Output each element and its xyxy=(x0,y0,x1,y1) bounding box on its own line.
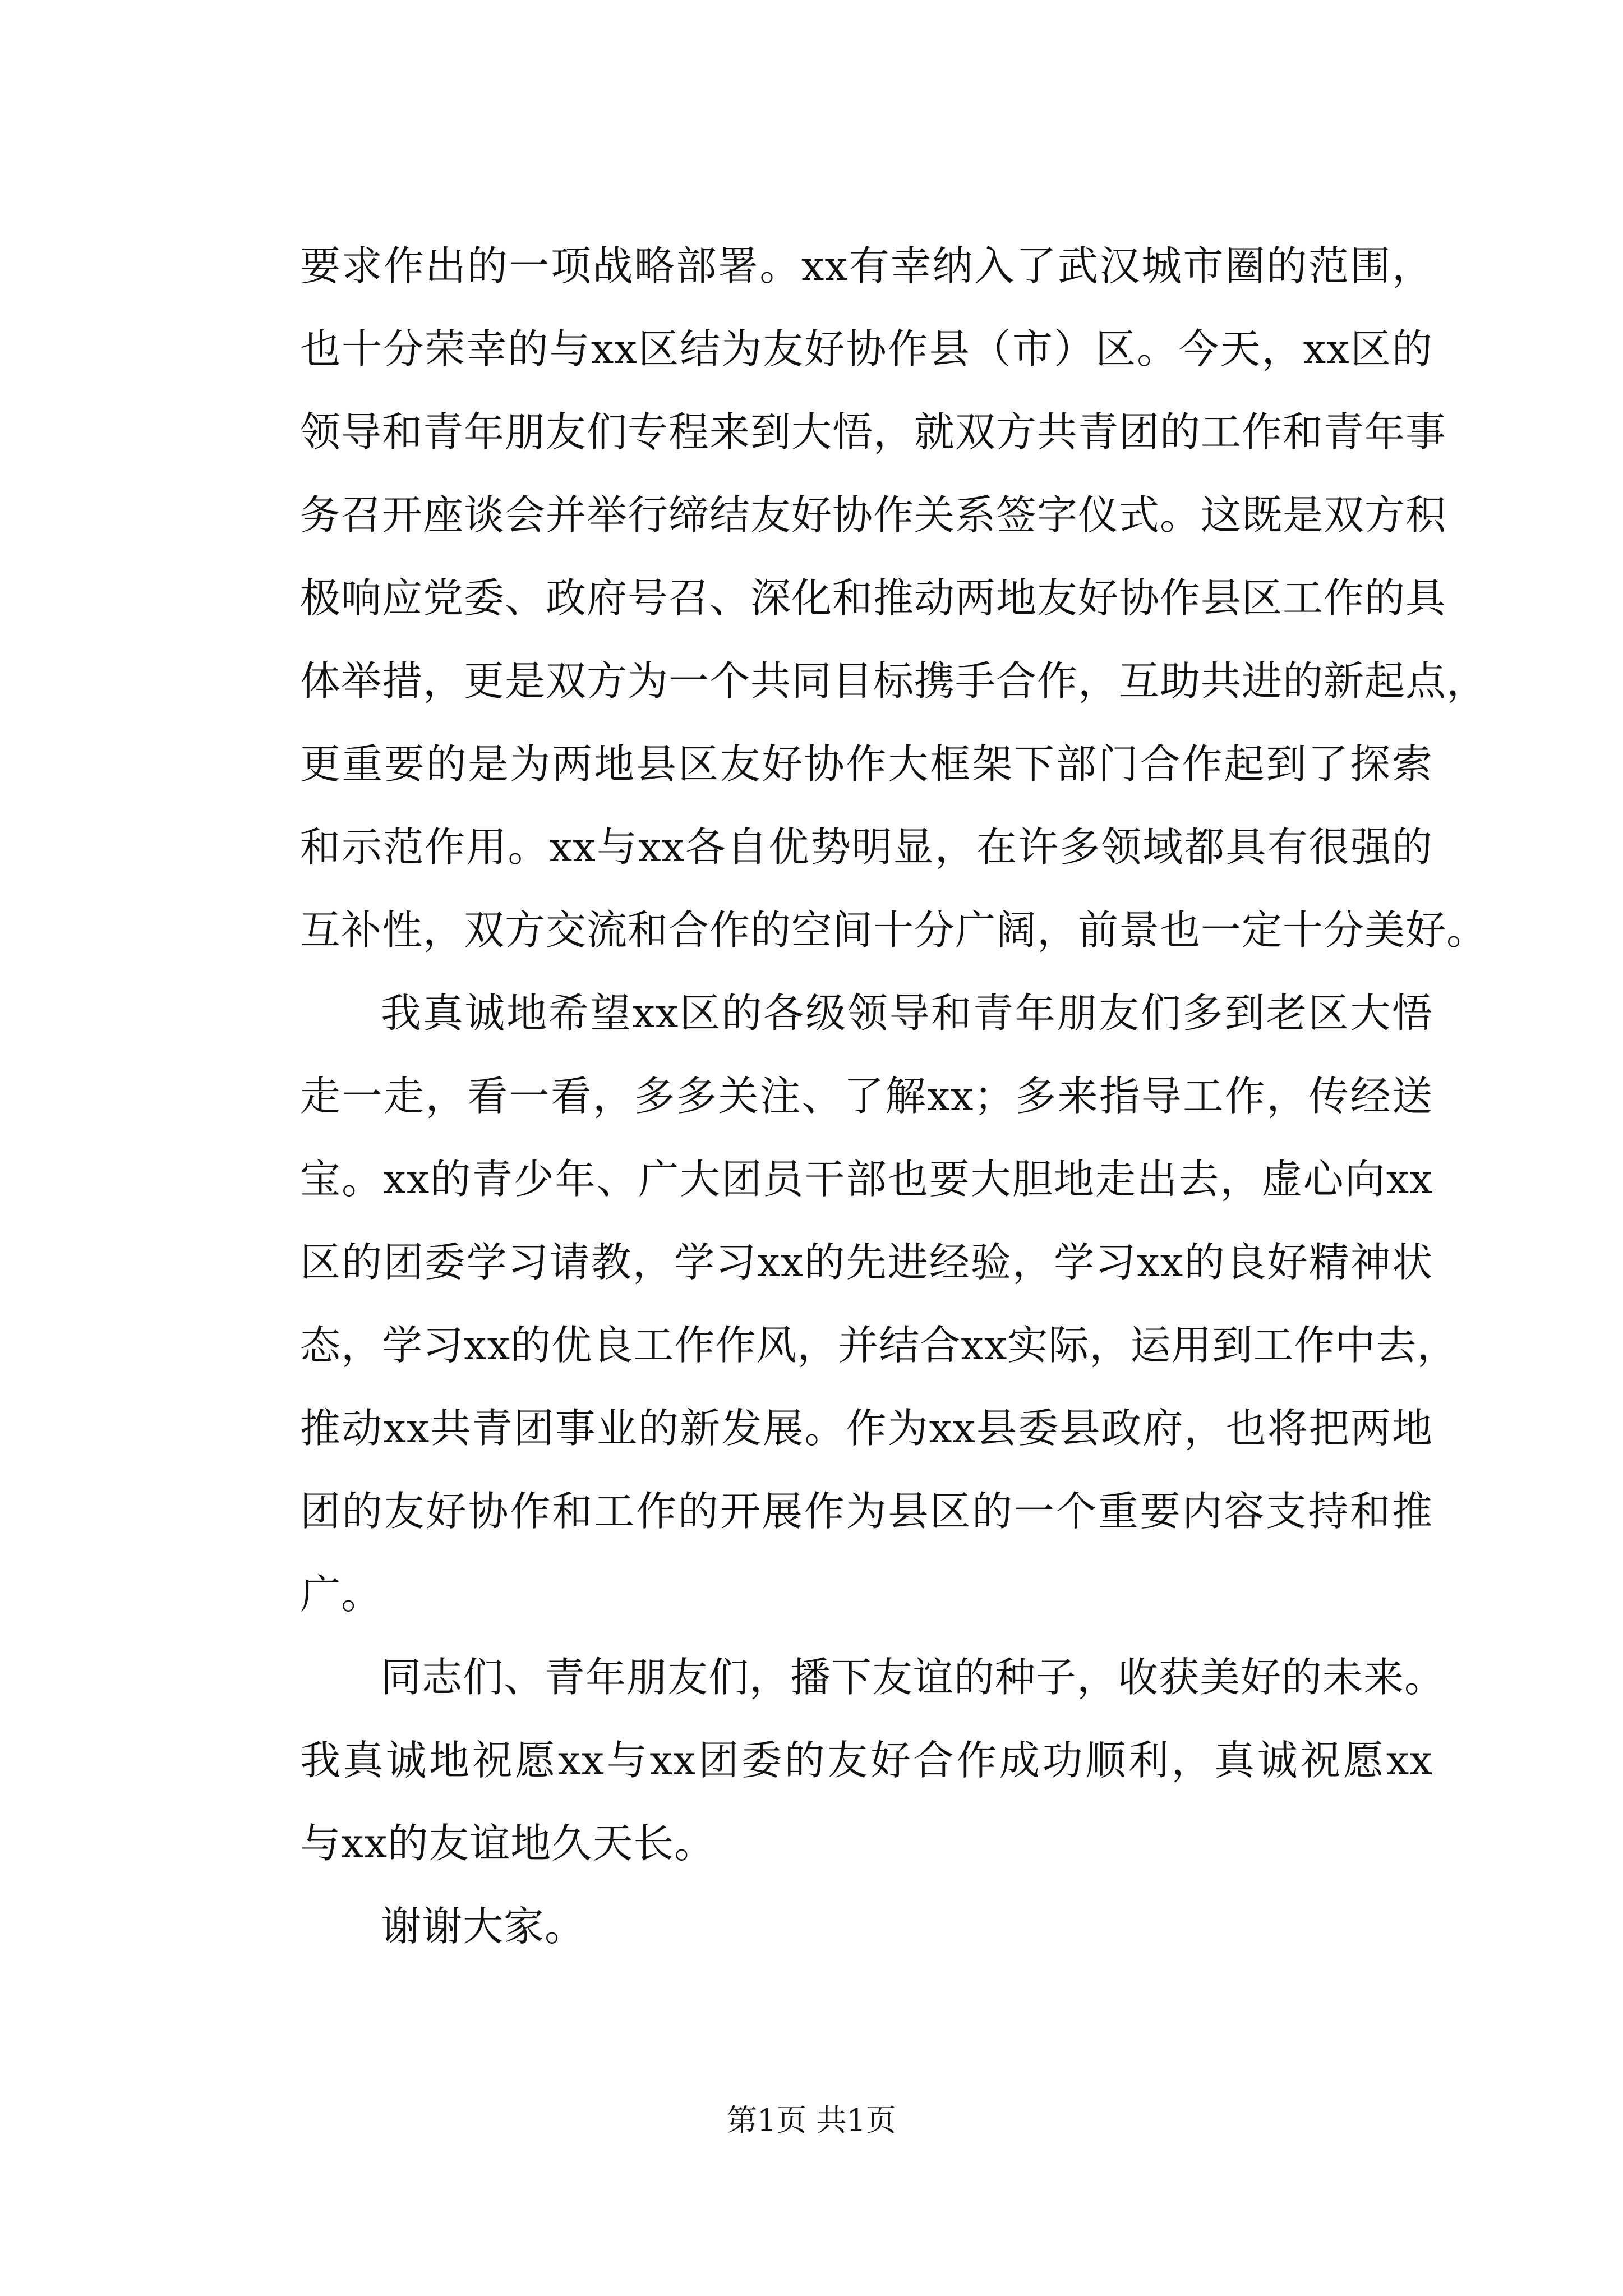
paragraph-line: 走一走，看一看，多多关注、了解xx；多来指导工作，传经送 xyxy=(300,1073,1433,1120)
paragraph xyxy=(300,972,1458,1636)
paragraph-line: 团的友好协作和工作的开展作为县区的一个重要内容支持和推 xyxy=(300,1488,1433,1535)
paragraph-line: 区的团委学习请教，学习xx的先进经验，学习xx的良好精神状 xyxy=(300,1239,1433,1286)
paragraph xyxy=(300,1636,1446,1885)
paragraph-line: 也十分荣幸的与xx区结为友好协作县（市）区。今天，xx区的 xyxy=(300,325,1433,372)
paragraph-line: 更重要的是为两地县区友好协作大框架下部门合作起到了探索 xyxy=(300,740,1433,788)
paragraph-line: 极响应党委、政府号召、深化和推动两地友好协作县区工作的具 xyxy=(300,574,1447,622)
paragraph-line: 我真诚地希望xx区的各级领导和青年朋友们多到老区大悟 xyxy=(381,990,1433,1037)
paragraph-line: 广。 xyxy=(300,1571,382,1618)
paragraph-line: 我真诚地祝愿xx与xx团委的友好合作成功顺利，真诚祝愿xx xyxy=(300,1737,1433,1784)
document-body xyxy=(300,224,1488,1968)
paragraph-line: 务召开座谈会并举行缔结友好协作关系签字仪式。这既是双方积 xyxy=(300,491,1447,539)
paragraph-line: 宝。xx的青少年、广大团员干部也要大胆地走出去，虚心向xx xyxy=(300,1156,1433,1203)
paragraph-line: 要求作出的一项战略部署。xx有幸纳入了武汉城市圈的范围， xyxy=(300,242,1433,289)
paragraph xyxy=(300,1885,1433,1968)
paragraph-line: 推动xx共青团事业的新发展。作为xx县委县政府，也将把两地 xyxy=(300,1405,1433,1452)
paragraph-line: 态，学习xx的优良工作作风，并结合xx实际，运用到工作中去， xyxy=(300,1322,1458,1369)
paragraph xyxy=(300,224,1488,972)
paragraph-line: 体举措，更是双方为一个共同目标携手合作，互助共进的新起点， xyxy=(300,657,1488,705)
paragraph-line: 与xx的友谊地久天长。 xyxy=(300,1820,716,1867)
paragraph-line: 互补性，双方交流和合作的空间十分广阔，前景也一定十分美好。 xyxy=(300,907,1488,954)
paragraph-line: 和示范作用。xx与xx各自优势明显，在许多领域都具有很强的 xyxy=(300,823,1433,871)
page-footer: 第1页 共1页 xyxy=(727,2102,896,2138)
paragraph-line: 同志们、青年朋友们，播下友谊的种子，收获美好的未来。 xyxy=(381,1654,1446,1701)
paragraph-line: 谢谢大家。 xyxy=(381,1903,586,1950)
paragraph-line: 领导和青年朋友们专程来到大悟，就双方共青团的工作和青年事 xyxy=(300,408,1447,455)
